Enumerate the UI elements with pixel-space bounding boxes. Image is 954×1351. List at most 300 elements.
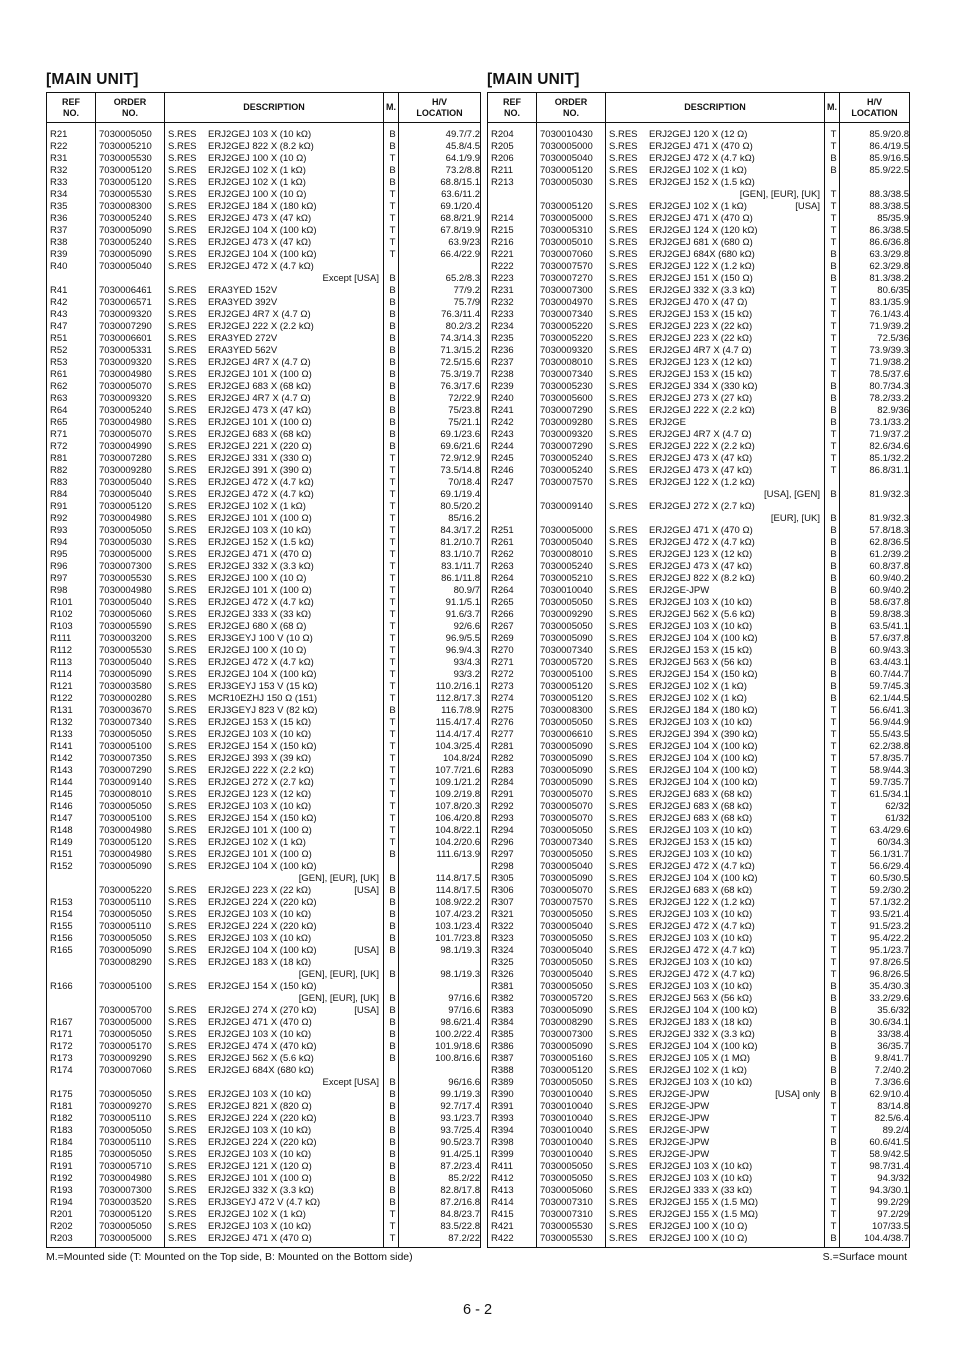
part-name: ERJ2GEJ 102 X (1 kΩ) <box>208 837 306 848</box>
mounted-side: B <box>384 1005 399 1017</box>
table-row <box>488 921 910 933</box>
order-no: 7030007290 <box>96 765 165 777</box>
part-name: ERJ2GEJ 274 X (270 kΩ) <box>208 1005 317 1016</box>
order-no: 7030005720 <box>537 993 606 1005</box>
table-row <box>47 705 481 717</box>
mounted-side: B <box>384 1077 399 1089</box>
order-no: 7030005050 <box>96 1125 165 1137</box>
hv-location: 93.7/25.4 <box>399 1125 481 1137</box>
ref-no: R297 <box>488 849 537 861</box>
mounted-side: T <box>825 1173 840 1185</box>
mounted-side: B <box>384 309 399 321</box>
type-prefix: S.RES <box>609 597 638 608</box>
hv-location: 62.8/36.5 <box>840 537 910 549</box>
hv-location: 82.9/36 <box>840 405 910 417</box>
hv-location: 76.3/17.6 <box>399 381 481 393</box>
hv-location: 104.8/24 <box>399 753 481 765</box>
mounted-side: B <box>384 933 399 945</box>
table-row <box>488 333 910 345</box>
hv-location: 104.3/25.4 <box>399 741 481 753</box>
order-no: 7030005070 <box>537 801 606 813</box>
ref-no: R245 <box>488 453 537 465</box>
order-no: 7030007060 <box>96 1065 165 1077</box>
description <box>606 129 825 141</box>
order-no: 7030004980 <box>96 513 165 525</box>
table-row <box>488 945 910 957</box>
type-prefix: S.RES <box>609 789 638 800</box>
table-row <box>488 405 910 417</box>
order-no: 7030005120 <box>96 165 165 177</box>
order-no: 7030005530 <box>96 573 165 585</box>
hv-location: 115.4/17.4 <box>399 717 481 729</box>
table-row <box>488 465 910 477</box>
ref-no: R40 <box>47 261 96 273</box>
table-row <box>47 273 481 285</box>
type-prefix: S.RES <box>609 369 638 380</box>
part-name: ERJ2GEJ 184 X (180 kΩ) <box>208 201 317 212</box>
mounted-side: T <box>825 465 840 477</box>
table-row <box>47 1173 481 1185</box>
table-row <box>47 333 481 345</box>
table-row <box>47 1161 481 1173</box>
mounted-side: B <box>825 693 840 705</box>
hv-location: 104.2/20.6 <box>399 837 481 849</box>
hv-location: 85.2/22 <box>399 1173 481 1185</box>
description <box>606 273 825 285</box>
order-no: 7030005050 <box>96 801 165 813</box>
ref-no: R412 <box>488 1173 537 1185</box>
ref-no: R101 <box>47 597 96 609</box>
order-no: 7030005120 <box>537 165 606 177</box>
description <box>165 393 384 405</box>
order-no: 7030005040 <box>537 861 606 873</box>
mounted-side: B <box>825 261 840 273</box>
part-name: ERJ2GEJ 223 X (22 kΩ) <box>208 885 312 896</box>
order-no: 7030005530 <box>537 1233 606 1248</box>
part-name: ERJ2GEJ 101 X (100 Ω) <box>208 585 312 596</box>
variant-note: [EUR], [UK] <box>770 513 820 524</box>
hv-location: 98.6/21.4 <box>399 1017 481 1029</box>
description <box>165 417 384 429</box>
hv-location: 114.8/17.5 <box>399 873 481 885</box>
description <box>606 1065 825 1077</box>
description <box>606 465 825 477</box>
type-prefix: S.RES <box>609 609 638 620</box>
mounted-side: B <box>825 1053 840 1065</box>
type-prefix: S.RES <box>168 1065 197 1076</box>
order-no: 7030005040 <box>96 657 165 669</box>
hv-location: 62.2/38.8 <box>840 741 910 753</box>
hv-location <box>399 861 481 873</box>
part-name: ERJ2GEJ 683 X (68 kΩ) <box>649 789 753 800</box>
ref-no: R166 <box>47 981 96 993</box>
description <box>165 597 384 609</box>
description <box>606 597 825 609</box>
table-row <box>488 1197 910 1209</box>
table-row <box>488 225 910 237</box>
description <box>165 1053 384 1065</box>
order-no: 7030005040 <box>537 537 606 549</box>
ref-no: R206 <box>488 153 537 165</box>
ref-no: R96 <box>47 561 96 573</box>
ref-no: R193 <box>47 1185 96 1197</box>
table-row <box>488 729 910 741</box>
type-prefix: S.RES <box>168 1125 197 1136</box>
mounted-side: T <box>825 225 840 237</box>
table-row <box>47 489 481 501</box>
table-row <box>47 381 481 393</box>
ref-no: R84 <box>47 489 96 501</box>
table-row <box>47 465 481 477</box>
type-prefix: S.RES <box>168 645 197 656</box>
part-name: ERJ2GEJ 102 X (1 kΩ) <box>649 201 747 212</box>
table-row <box>488 1113 910 1125</box>
table-row <box>47 357 481 369</box>
table-row <box>488 549 910 561</box>
table-row <box>488 177 910 189</box>
ref-no: R214 <box>488 213 537 225</box>
mounted-side: B <box>384 1089 399 1101</box>
part-name: ERJ2GEJ 471 X (470 Ω) <box>208 549 312 560</box>
table-row <box>488 1125 910 1137</box>
part-name: ERJ2GEJ 101 X (100 Ω) <box>208 1173 312 1184</box>
ref-no: R393 <box>488 1113 537 1125</box>
order-no: 7030005530 <box>96 645 165 657</box>
ref-no: R275 <box>488 705 537 717</box>
table-row <box>47 909 481 921</box>
type-prefix: S.RES <box>609 981 638 992</box>
table-row <box>47 129 481 141</box>
type-prefix: S.RES <box>609 1053 638 1064</box>
order-no: 7030005000 <box>96 1233 165 1248</box>
part-name: ERJ2GEJ 394 X (390 kΩ) <box>649 729 758 740</box>
part-name: ERJ2GEJ 104 X (100 kΩ) <box>649 1005 758 1016</box>
description <box>606 969 825 981</box>
header-description: DESCRIPTION <box>165 93 384 123</box>
part-name: ERJ2GEJ 821 X (820 Ω) <box>208 1101 312 1112</box>
type-prefix: S.RES <box>168 573 197 584</box>
ref-no: R240 <box>488 393 537 405</box>
part-name: ERJ2GEJ 822 X (8.2 kΩ) <box>649 573 755 584</box>
part-name: ERJ2GEJ 103 X (10 kΩ) <box>208 129 312 140</box>
part-name: ERJ2GEJ 101 X (100 Ω) <box>208 417 312 428</box>
table-row <box>488 597 910 609</box>
order-no <box>96 273 165 285</box>
order-no: 7030005090 <box>537 777 606 789</box>
type-prefix: S.RES <box>168 393 197 404</box>
table-row <box>47 393 481 405</box>
type-prefix: S.RES <box>168 1161 197 1172</box>
table-row <box>488 861 910 873</box>
table-row <box>488 669 910 681</box>
type-prefix: S.RES <box>168 633 197 644</box>
table-row <box>47 873 481 885</box>
type-prefix: S.RES <box>609 261 638 272</box>
description <box>165 837 384 849</box>
hv-location: 56.1/31.7 <box>840 849 910 861</box>
table-row <box>47 849 481 861</box>
hv-location: 84.8/23.7 <box>399 1209 481 1221</box>
order-no: 7030005530 <box>96 153 165 165</box>
type-prefix: S.RES <box>609 705 638 716</box>
hv-location: 85.9/20.8 <box>840 129 910 141</box>
order-no: 7030003580 <box>96 681 165 693</box>
description <box>606 981 825 993</box>
hv-location: 81.9/32.3 <box>840 513 910 525</box>
mounted-side: T <box>384 225 399 237</box>
ref-no: R98 <box>47 585 96 597</box>
hv-location: 89.2/4 <box>840 1125 910 1137</box>
hv-location: 101.9/18.6 <box>399 1041 481 1053</box>
part-name: ERJ2GEJ 100 X (10 Ω) <box>649 1221 748 1232</box>
description <box>165 1065 384 1077</box>
table-row <box>488 1077 910 1089</box>
part-name: ERJ2GEJ 154 X (150 kΩ) <box>208 741 317 752</box>
type-prefix: S.RES <box>168 513 197 524</box>
order-no: 7030005240 <box>96 405 165 417</box>
ref-no: R94 <box>47 537 96 549</box>
table-row <box>47 825 481 837</box>
ref-no: R306 <box>488 885 537 897</box>
hv-location: 86.1/11.8 <box>399 573 481 585</box>
hv-location: 33.2/29.6 <box>840 993 910 1005</box>
type-prefix: S.RES <box>168 501 197 512</box>
mounted-side: B <box>384 165 399 177</box>
part-name: ERJ2GEJ 104 X (100 kΩ) <box>649 873 758 884</box>
description <box>165 333 384 345</box>
order-no: 7030005240 <box>96 237 165 249</box>
order-no: 7030005090 <box>96 249 165 261</box>
hv-location: 60.9/43.3 <box>840 645 910 657</box>
table-row <box>488 1161 910 1173</box>
order-no: 7030005090 <box>537 765 606 777</box>
mounted-side: T <box>825 969 840 981</box>
hv-location: 91.6/3.7 <box>399 609 481 621</box>
type-prefix: S.RES <box>609 693 638 704</box>
ref-no: R385 <box>488 1029 537 1041</box>
part-name: ERJ2GEJ 100 X (10 Ω) <box>208 189 307 200</box>
hv-location: 106.4/20.8 <box>399 813 481 825</box>
part-name: ERJ2GEJ 103 X (10 kΩ) <box>208 801 312 812</box>
table-row <box>488 1029 910 1041</box>
part-name: ERJ2GEJ 103 X (10 kΩ) <box>208 933 312 944</box>
table-row <box>488 1053 910 1065</box>
description <box>165 441 384 453</box>
type-prefix: S.RES <box>168 489 197 500</box>
order-no: 7030005110 <box>96 1113 165 1125</box>
mounted-side: B <box>825 513 840 525</box>
order-no: 7030007290 <box>537 405 606 417</box>
part-name: ERJ2GEJ 563 X (56 kΩ) <box>649 993 753 1004</box>
description <box>606 813 825 825</box>
hv-location: 94.3/32 <box>840 1173 910 1185</box>
ref-no <box>47 957 96 969</box>
description <box>606 777 825 789</box>
unit-title: [MAIN UNIT] <box>487 71 580 88</box>
type-prefix: S.RES <box>168 825 197 836</box>
order-no: 7030010040 <box>537 1089 606 1101</box>
table-row <box>47 813 481 825</box>
table-row <box>488 297 910 309</box>
order-no: 7030007340 <box>537 369 606 381</box>
description <box>165 1233 384 1248</box>
mounted-side: B <box>384 357 399 369</box>
table-row <box>47 1065 481 1077</box>
part-name: ERJ2GEJ 103 X (10 kΩ) <box>649 981 753 992</box>
ref-no: R398 <box>488 1137 537 1149</box>
description <box>165 681 384 693</box>
order-no: 7030005100 <box>96 981 165 993</box>
ref-no: R238 <box>488 369 537 381</box>
hv-location: 109.1/21.2 <box>399 777 481 789</box>
header-mounted-side: M. <box>384 93 399 123</box>
mounted-side: B <box>384 1041 399 1053</box>
hv-location: 85.1/32.2 <box>840 453 910 465</box>
part-name: ERJ2GEJ 102 X (1 kΩ) <box>649 165 747 176</box>
table-row <box>488 537 910 549</box>
table-row <box>488 393 910 405</box>
mounted-side: B <box>384 909 399 921</box>
ref-no: R215 <box>488 225 537 237</box>
part-name: ERJ2GEJ 683 X (68 kΩ) <box>649 801 753 812</box>
description <box>606 729 825 741</box>
part-name: ERJ2GEJ 100 X (10 Ω) <box>208 645 307 656</box>
type-prefix: S.RES <box>168 753 197 764</box>
table-row <box>47 957 481 969</box>
part-name: ERJ2GEJ 103 X (10 kΩ) <box>208 1149 312 1160</box>
ref-no: R97 <box>47 573 96 585</box>
hv-location: 45.8/4.5 <box>399 141 481 153</box>
order-no: 7030005000 <box>96 1017 165 1029</box>
part-name: ERJ2GEJ 223 X (22 kΩ) <box>649 333 753 344</box>
ref-no: R324 <box>488 945 537 957</box>
hv-location: 69.1/23.6 <box>399 429 481 441</box>
ref-no: R51 <box>47 333 96 345</box>
part-name: ERJ2GE-JPW <box>649 1137 710 1148</box>
description <box>165 861 384 873</box>
mounted-side: B <box>384 921 399 933</box>
mounted-side: B <box>384 345 399 357</box>
table-row <box>488 1149 910 1161</box>
part-name: ERJ2GEJ 472 X (4.7 kΩ) <box>649 945 755 956</box>
part-name: ERJ2GEJ 154 X (150 kΩ) <box>649 669 758 680</box>
part-name: ERJ2GEJ 4R7 X (4.7 Ω) <box>208 357 311 368</box>
table-row <box>488 453 910 465</box>
table-row <box>47 729 481 741</box>
hv-location: 100.8/16.6 <box>399 1053 481 1065</box>
ref-no: R261 <box>488 537 537 549</box>
mounted-side: B <box>384 129 399 141</box>
type-prefix: S.RES <box>609 813 638 824</box>
type-prefix: S.RES <box>609 1017 638 1028</box>
part-name: ERJ2GEJ 123 X (12 kΩ) <box>208 789 312 800</box>
description <box>606 957 825 969</box>
table-row <box>488 1137 910 1149</box>
ref-no: R243 <box>488 429 537 441</box>
hv-location: 85/16.2 <box>399 513 481 525</box>
hv-location: 60.6/41.5 <box>840 1137 910 1149</box>
type-prefix: S.RES <box>609 1113 638 1124</box>
description <box>165 249 384 261</box>
hv-location: 92/6.6 <box>399 621 481 633</box>
mounted-side: B <box>825 633 840 645</box>
type-prefix: S.RES <box>168 369 197 380</box>
description <box>165 549 384 561</box>
type-prefix: S.RES <box>168 693 197 704</box>
order-no: 7030005050 <box>537 1173 606 1185</box>
part-name: ERJ2GEJ 155 X (1.5 MΩ) <box>649 1209 758 1220</box>
mounted-side: B <box>825 597 840 609</box>
hv-location: 96.9/5.5 <box>399 633 481 645</box>
type-prefix: S.RES <box>609 825 638 836</box>
ref-no: R65 <box>47 417 96 429</box>
ref-no: R382 <box>488 993 537 1005</box>
type-prefix: S.RES <box>168 705 197 716</box>
part-name: ERJ2GEJ 334 X (330 kΩ) <box>649 381 758 392</box>
order-no: 7030008290 <box>96 957 165 969</box>
type-prefix: S.RES <box>609 1233 638 1244</box>
order-no: 7030005050 <box>96 729 165 741</box>
order-no: 7030005590 <box>96 621 165 633</box>
order-no: 7030005230 <box>537 381 606 393</box>
description <box>606 477 825 489</box>
type-prefix: S.RES <box>609 1161 638 1172</box>
ref-no <box>47 873 96 885</box>
type-prefix: S.RES <box>168 1089 197 1100</box>
mounted-side: T <box>384 801 399 813</box>
type-prefix: S.RES <box>609 849 638 860</box>
table-row <box>47 237 481 249</box>
part-name: ERJ2GEJ 473 X (47 kΩ) <box>649 453 753 464</box>
table-row <box>47 405 481 417</box>
table-row <box>488 1017 910 1029</box>
type-prefix: S.RES <box>609 561 638 572</box>
part-name: ERJ2GEJ 683 X (68 kΩ) <box>649 813 753 824</box>
hv-location: 72/22.9 <box>399 393 481 405</box>
description <box>165 765 384 777</box>
ref-no: R307 <box>488 897 537 909</box>
type-prefix: S.RES <box>168 1137 197 1148</box>
ref-no: R182 <box>47 1113 96 1125</box>
part-name: ERJ2GEJ 471 X (470 Ω) <box>649 525 753 536</box>
mounted-side: T <box>825 909 840 921</box>
order-no: 7030006601 <box>96 333 165 345</box>
variant-note: Except [USA] <box>322 273 379 284</box>
mounted-side: T <box>825 945 840 957</box>
hv-location: 56.9/44.9 <box>840 717 910 729</box>
ref-no: R271 <box>488 657 537 669</box>
type-prefix: S.RES <box>609 1089 638 1100</box>
mounted-side: B <box>825 537 840 549</box>
ref-no: R35 <box>47 201 96 213</box>
description <box>606 993 825 1005</box>
part-name: ERJ2GEJ 122 X (1.2 kΩ) <box>649 477 755 488</box>
mounted-side: B <box>825 981 840 993</box>
table-row <box>47 585 481 597</box>
order-no: 7030005050 <box>537 597 606 609</box>
mounted-side: B <box>825 549 840 561</box>
description <box>606 1053 825 1065</box>
hv-location: 101.7/23.8 <box>399 933 481 945</box>
type-prefix: S.RES <box>609 525 638 536</box>
part-name: ERJ2GEJ 103 X (10 kΩ) <box>208 729 312 740</box>
mounted-side: T <box>384 549 399 561</box>
part-name: ERJ2GEJ 472 X (4.7 kΩ) <box>649 921 755 932</box>
description <box>606 453 825 465</box>
part-name: ERJ2GE-JPW <box>649 1149 710 1160</box>
hv-location: 62/32 <box>840 801 910 813</box>
ref-no: R381 <box>488 981 537 993</box>
